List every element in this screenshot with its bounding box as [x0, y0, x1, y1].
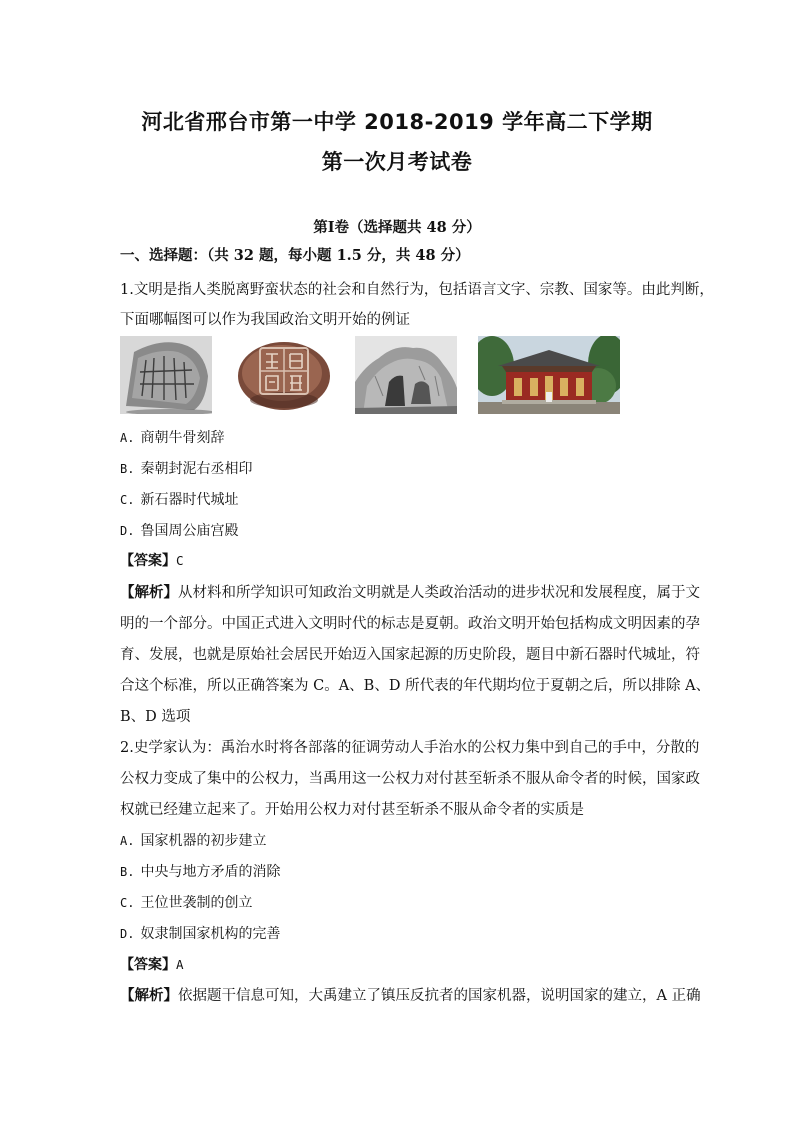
q1-analysis-line1: 【解析】从材料和所学知识可知政治文明就是人类政治活动的进步状况和发展程度，属于文 — [120, 584, 700, 601]
document-subtitle: 第一次月考试卷 — [321, 150, 473, 174]
q2-option-b: B. 中央与地方矛盾的消除 — [120, 864, 281, 880]
q1-answer: 【答案】C — [120, 553, 184, 569]
q1-option-a: A. 商朝牛骨刻辞 — [120, 430, 225, 446]
q2-option-d: D. 奴隶制国家机构的完善 — [120, 926, 281, 942]
q2-analysis-line1: 【解析】依据题干信息可知，大禹建立了镇压反抗者的国家机器，说明国家的建立，A 正确 — [120, 987, 701, 1004]
section-title: 第Ⅰ卷（选择题共 48 分） — [313, 219, 481, 236]
q1-analysis-line2: 明的一个部分。中国正式进入文明时代的标志是夏朝。政治文明开始包括构成文明因素的孕 — [120, 616, 700, 632]
q2-stem-line1: 2.史学家认为：禹治水时将各部落的征调劳动人手治水的公权力集中到自己的手中，分散的 — [120, 740, 700, 756]
q1-option-d: D. 鲁国周公庙宫殿 — [120, 523, 239, 539]
neolithic-site-image — [355, 336, 457, 414]
q1-analysis-line3: 育、发展，也就是原始社会居民开始迈入国家起源的历史阶段，题目中新石器时代城址，符 — [120, 647, 700, 663]
part-heading: 一、选择题：（共 32 题，每小题 1.5 分，共 48 分） — [120, 247, 470, 264]
q1-option-c: C. 新石器时代城址 — [120, 492, 239, 508]
q2-answer: 【答案】A — [120, 957, 184, 973]
q2-option-c: C. 王位世袭制的创立 — [120, 895, 253, 911]
oracle-bone-image — [120, 336, 212, 414]
q1-analysis-line4: 合这个标准，所以正确答案为 C。A、B、D 所代表的年代期均位于夏朝之后，所以排除 A、 — [120, 678, 711, 694]
temple-palace-image — [478, 336, 620, 414]
q2-stem-line3: 权就已经建立起来了。开始用公权力对付甚至斩杀不服从命令者的实质是 — [120, 802, 584, 818]
clay-seal-image — [236, 336, 332, 414]
q1-option-b: B. 秦朝封泥右丞相印 — [120, 461, 253, 477]
q1-analysis-line5: B、D 选项 — [120, 709, 191, 725]
q1-stem-line2: 下面哪幅图可以作为我国政治文明开始的例证 — [120, 312, 410, 328]
q1-stem-line1: 1.文明是指人类脱离野蛮状态的社会和自然行为，包括语言文字、宗教、国家等。由此判断， — [120, 282, 714, 298]
q2-option-a: A. 国家机器的初步建立 — [120, 833, 267, 849]
document-title: 河北省邢台市第一中学 2018-2019 学年高二下学期 — [141, 110, 653, 134]
q2-stem-line2: 公权力变成了集中的公权力，当禹用这一公权力对付甚至斩杀不服从命令者的时候，国家政 — [120, 771, 700, 787]
